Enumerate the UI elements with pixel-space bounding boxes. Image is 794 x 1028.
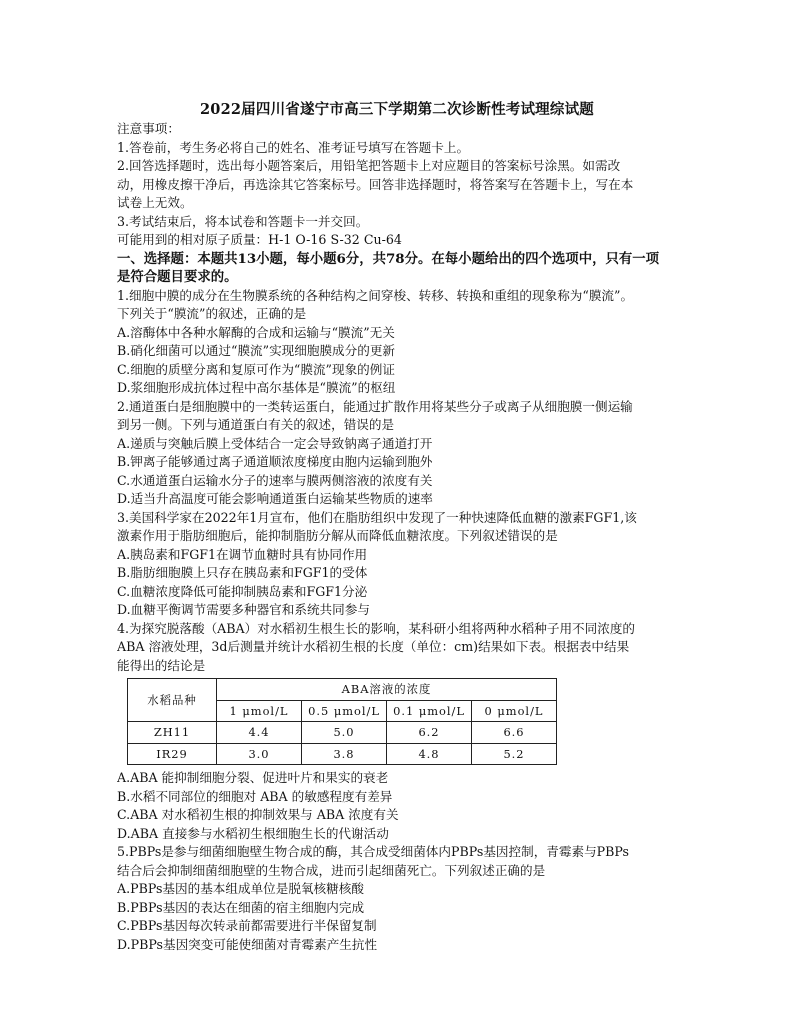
text-line: C.细胞的质壁分离和复原可作为“膜流”现象的例证 <box>117 361 395 377</box>
text-line: 到另一侧。下列与通道蛋白有关的叙述，错误的是 <box>117 417 395 432</box>
questions-1-4 <box>117 287 679 676</box>
text-line: 下列关于“膜流”的叙述，正确的是 <box>117 306 307 321</box>
text-line: B.PBPs基因的表达在细菌的宿主细胞内完成 <box>117 899 365 915</box>
table-cell: 4.8 <box>387 743 472 765</box>
text-line: D.血糖平衡调节需要多种器官和系统共同参与 <box>117 602 370 617</box>
questions-4-5 <box>117 769 679 954</box>
text-line: 5.PBPs是参与细菌细胞壁生物合成的酶，其合成受细菌体内PBPs基因控制，青霉素与PBPs <box>117 844 629 859</box>
exam-body <box>117 120 679 954</box>
table-row <box>128 743 557 765</box>
text-line: B.硝化细菌可以通过“膜流”实现细胞膜成分的更新 <box>117 343 396 358</box>
text-line: C.血糖浓度降低可能抑制胰岛素和FGF1分泌 <box>117 583 368 599</box>
text-line: B.水稻不同部位的细胞对 ABA 的敏感程度有差异 <box>117 788 393 804</box>
text-line: 2.通道蛋白是细胞膜中的一类转运蛋白，能通过扩散作用将某些分子或离子从细胞膜一侧运输 <box>117 398 633 414</box>
table-col-header: 1 μmol/L <box>217 700 302 722</box>
table-cell: 5.0 <box>302 722 387 744</box>
text-line: B.脂肪细胞膜上只存在胰岛素和FGF1的受体 <box>117 565 368 580</box>
text-line: 3.美国科学家在2022年1月宣布，他们在脂肪组织中发现了一种快速降低血糖的激素FGF1,该 <box>117 509 637 525</box>
aba-result-table <box>127 678 557 765</box>
table-cell-variety: ZH11 <box>128 722 217 744</box>
table-col-header: 0 μmol/L <box>472 700 557 722</box>
table-row-header: 水稻品种 <box>128 679 217 722</box>
text-line: A.PBPs基因的基本组成单位是脱氧核糖核酸 <box>117 881 364 896</box>
text-line: A.溶酶体中各种水解酶的合成和运输与“膜流”无关 <box>117 324 395 340</box>
table-cell: 6.2 <box>387 722 472 744</box>
text-line: ABA 溶液处理，3d后测量并统计水稻初生根的长度（单位：cm)结果如下表。根据表中结果 <box>117 639 630 654</box>
text-line: 2.回答选择题时，选出每小题答案后，用铅笔把答题卡上对应题目的答案标号涂黑。如需改 <box>117 158 621 173</box>
text-line: A.胰岛素和FGF1在调节血糖时具有协同作用 <box>117 546 368 562</box>
table-cell: 6.6 <box>472 722 557 744</box>
text-line: C.ABA 对水稻初生根的抑制效果与 ABA 浓度有关 <box>117 807 399 822</box>
notice-block <box>117 120 679 250</box>
text-line: 能得出的结论是 <box>117 657 206 673</box>
text-line: 可能用到的相对原子质量：H-1 O-16 S-32 Cu-64 <box>117 232 402 247</box>
text-line: 1.答卷前，考生务必将自己的姓名、准考证号填写在答题卡上。 <box>117 139 470 155</box>
text-line: D.PBPs基因突变可能使细菌对青霉素产生抗性 <box>117 936 378 952</box>
text-line: 注意事项： <box>117 121 180 136</box>
text-line: 激素作用于脂肪细胞后，能抑制脂肪分解从而降低血糖浓度。下列叙述错误的是 <box>117 528 558 543</box>
table-col-header: 0.5 μmol/L <box>302 700 387 722</box>
table-row <box>128 722 557 744</box>
table-col-header: 0.1 μmol/L <box>387 700 472 722</box>
text-line: C.PBPs基因每次转录前都需要进行半保留复制 <box>117 918 377 933</box>
text-line: 结合后会抑制细菌细胞壁的生物合成，进而引起细菌死亡。下列叙述正确的是 <box>117 862 546 878</box>
text-line: 3.考试结束后，将本试卷和答题卡一并交回。 <box>117 213 369 229</box>
table-cell: 3.8 <box>302 743 387 765</box>
text-line: D.适当升高温度可能会影响通道蛋白运输某些物质的速率 <box>117 491 433 506</box>
text-line: C.水通道蛋白运输水分子的速率与膜两侧溶液的浓度有关 <box>117 472 433 488</box>
text-line: 一、选择题：本题共13小题，每小题6分，共78分。在每小题给出的四个选项中，只有一项 <box>117 250 660 267</box>
text-line: 是符合题目要求的。 <box>117 269 238 285</box>
text-line: A.递质与突触后膜上受体结合一定会导致钠离子通道打开 <box>117 435 433 451</box>
table-cell-variety: IR29 <box>128 743 217 765</box>
text-line: D.浆细胞形成抗体过程中高尔基体是“膜流”的枢纽 <box>117 380 396 395</box>
text-line: B.钾离子能够通过离子通道顺浓度梯度由胞内运输到胞外 <box>117 454 433 469</box>
text-line: 1.细胞中膜的成分在生物膜系统的各种结构之间穿梭、转移、转换和重组的现象称为“膜流”。 <box>117 287 634 303</box>
table-cell: 4.4 <box>217 722 302 744</box>
text-line: 试卷上无效。 <box>117 195 193 210</box>
text-line: 4.为探究脱落酸（ABA）对水稻初生根生长的影响，某科研小组将两种水稻种子用不同浓度的 <box>117 620 636 636</box>
text-line: 动，用橡皮擦干净后，再选涂其它答案标号。回答非选择题时，将答案写在答题卡上，写在本 <box>117 176 634 192</box>
text-line: A.ABA 能抑制细胞分裂、促进叶片和果实的衰老 <box>117 770 389 785</box>
text-line: D.ABA 直接参与水稻初生根细胞生长的代谢活动 <box>117 825 389 841</box>
section-heading <box>117 250 679 287</box>
table-cell: 3.0 <box>217 743 302 765</box>
table-group-header: ABA溶液的浓度 <box>217 679 557 701</box>
page-title: 2022届四川省遂宁市高三下学期第二次诊断性考试理综试题 <box>200 101 594 118</box>
table-cell: 5.2 <box>472 743 557 765</box>
